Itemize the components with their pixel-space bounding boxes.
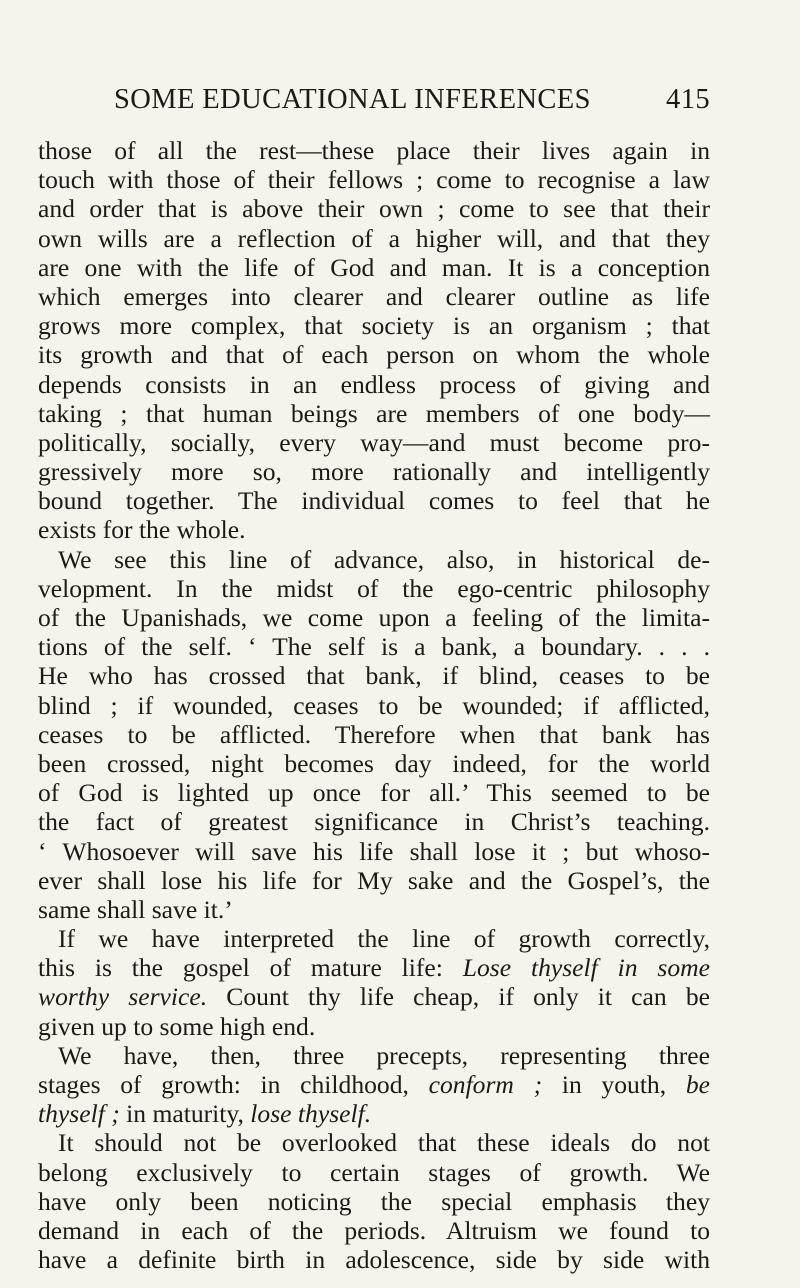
text-segment: in maturity, <box>119 1099 251 1129</box>
text-line: If we have interpreted the line of growth correctly, <box>58 924 710 954</box>
text-line: depends consists in an endless process of giving and <box>38 369 710 399</box>
text-line: He who has crossed that bank, if blind, ceases to be <box>38 661 710 691</box>
book-page <box>38 78 710 1274</box>
text-line: We have, then, three precepts, representing three <box>58 1040 710 1070</box>
text-line: those of all the rest—these place their lives again in <box>38 136 710 165</box>
page-header <box>38 78 710 118</box>
text-line: demand in each of the periods. Altruism we found to <box>38 1215 710 1245</box>
text-line: gressively more so, more rationally and intelligently <box>38 457 710 487</box>
text-line: which emerges into clearer and clearer outline as life <box>38 281 710 311</box>
text-line <box>38 1070 710 1099</box>
text-line: politically, socially, every way—and must become pro- <box>38 427 710 457</box>
text-line: ever shall lose his life for My sake and the Gospel’s, the <box>38 865 710 895</box>
page-number: 415 <box>666 84 710 115</box>
running-head: SOME EDUCATIONAL INFERENCES <box>114 84 591 115</box>
text-line: of God is lighted up once for all.’ This seemed to be <box>38 778 710 808</box>
text-line <box>38 982 710 1011</box>
text-segment: stages of growth: in childhood, <box>38 1070 429 1099</box>
italic-text: thyself ; <box>38 1099 120 1129</box>
italic-text: Lose thyself in some <box>462 953 710 983</box>
text-line: have only been noticing the special emphasis they <box>38 1186 710 1216</box>
text-line: blind ; if wounded, ceases to be wounded; if afflicted, <box>38 690 710 720</box>
text-line: ceases to be afflicted. Therefore when that bank has <box>38 719 710 749</box>
text-line: same shall save it.’ <box>38 894 233 924</box>
text-line <box>38 1099 710 1128</box>
text-line: are one with the life of God and man. It is a conception <box>38 252 710 282</box>
text-line: of the Upanishads, we come upon a feeling of the limita- <box>38 603 710 632</box>
text-line: It should not be overlooked that these ideals do not <box>58 1128 710 1158</box>
text-line: own wills are a reflection of a higher will, and that they <box>38 223 710 253</box>
text-line: been crossed, night becomes day indeed, for the world <box>38 748 710 778</box>
text-line: exists for the whole. <box>38 515 246 545</box>
text-line: its growth and that of each person on whom the whole <box>38 340 710 370</box>
text-line: tions of the self. ‘ The self is a bank, a boundary. . . . <box>38 632 710 662</box>
body-text <box>38 136 710 1274</box>
text-line: bound together. The individual comes to feel that he <box>38 486 710 516</box>
text-segment: Count thy life cheap, if only it can be <box>207 982 710 1012</box>
text-line: the fact of greatest significance in Christ’s teaching. <box>38 807 710 837</box>
italic-text: be <box>685 1070 710 1099</box>
text-line: taking ; that human beings are members of one body— <box>38 398 710 428</box>
text-line: touch with those of their fellows ; come to recognise a law <box>38 165 710 195</box>
text-line <box>38 953 710 982</box>
text-line: velopment. In the midst of the ego-centric philosophy <box>38 573 710 603</box>
text-segment: in youth, <box>542 1070 686 1099</box>
text-line: belong exclusively to certain stages of growth. We <box>38 1157 710 1187</box>
text-line: and order that is above their own ; come to see that their <box>38 194 710 224</box>
text-line: have a definite birth in adolescence, side by side with <box>38 1245 710 1275</box>
italic-text: worthy service. <box>38 982 208 1012</box>
text-line: We see this line of advance, also, in historical de- <box>58 544 710 574</box>
text-line: given up to some high end. <box>38 1011 316 1041</box>
text-line: grows more complex, that society is an organism ; that <box>38 311 710 341</box>
text-line: ‘ Whosoever will save his life shall lose it ; but whoso- <box>38 836 710 866</box>
italic-text: conform ; <box>428 1070 543 1099</box>
italic-text: lose thyself. <box>250 1099 372 1129</box>
text-segment: this is the gospel of mature life: <box>38 953 463 983</box>
